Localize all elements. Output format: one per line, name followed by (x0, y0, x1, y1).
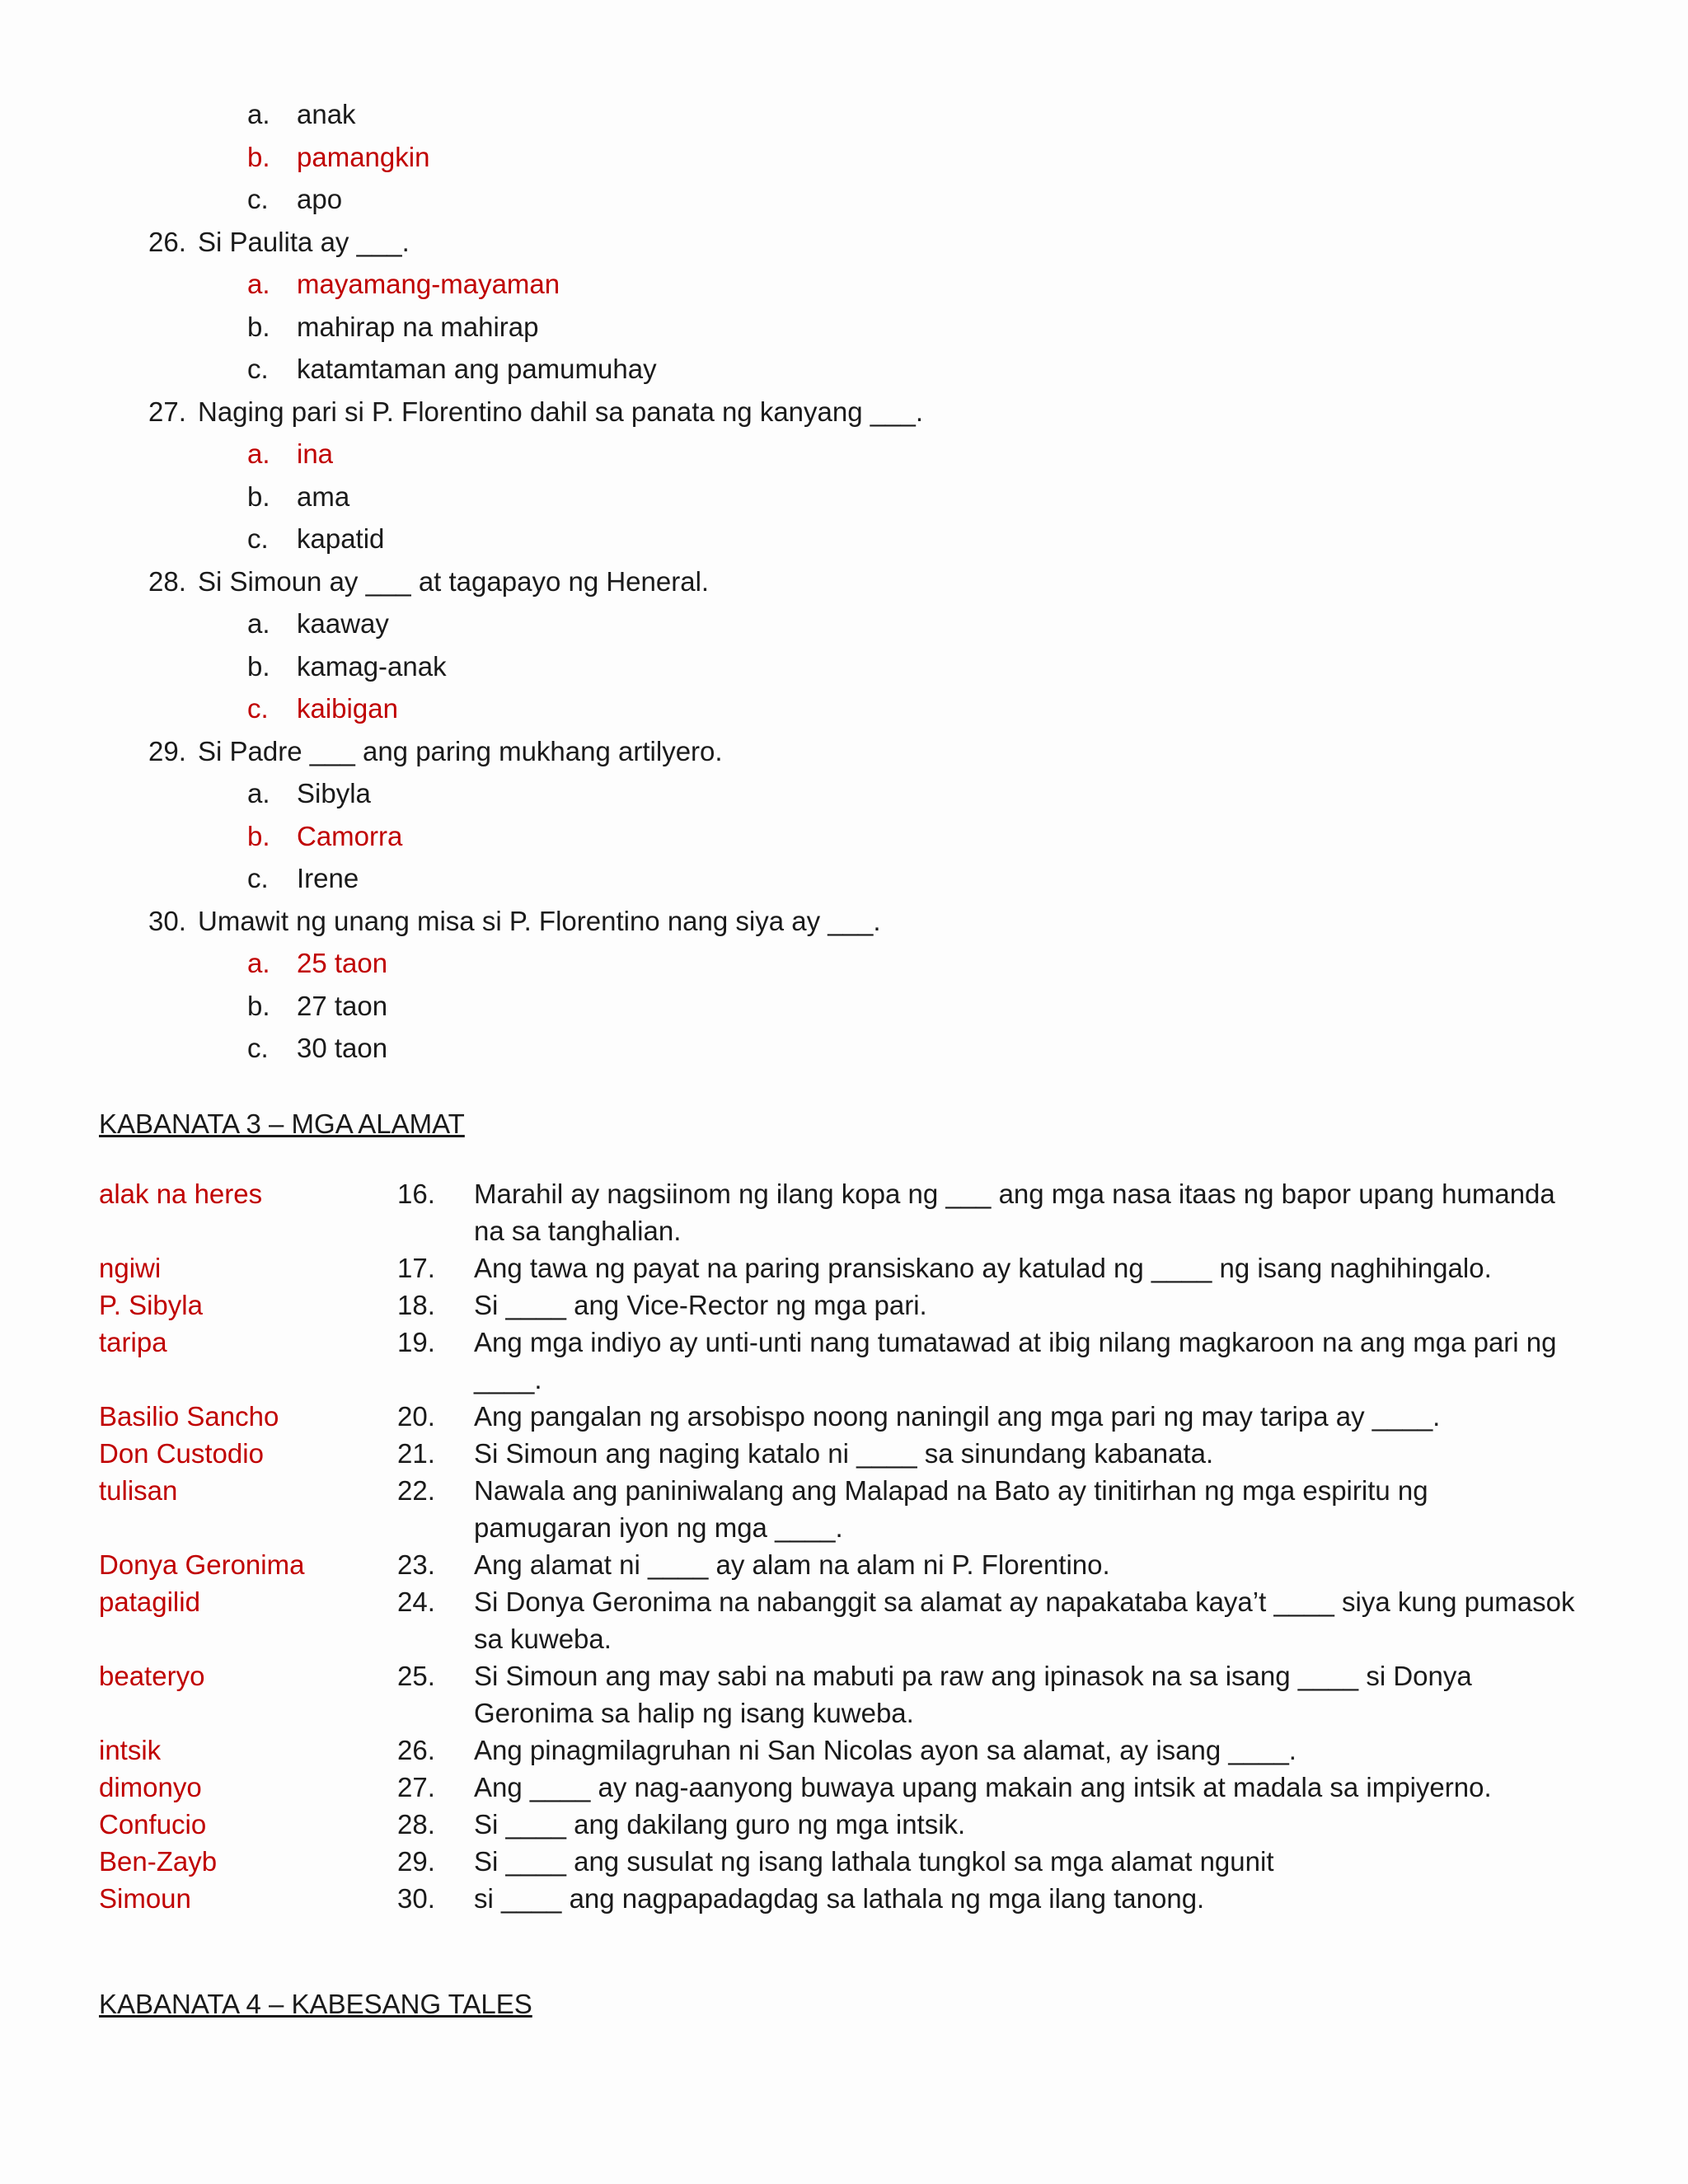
question-number: 26. (148, 226, 186, 257)
item-number: 22. (397, 1475, 435, 1506)
item-text: Nawala ang paniniwalang ang Malapad na Bato ay tinitirhan ng mga espiritu ng (474, 1475, 1428, 1506)
item-text: Si Simoun ang naging katalo ni ____ sa sinundang kabanata. (474, 1438, 1214, 1469)
answer-key: tulisan (99, 1475, 178, 1506)
answer-key: intsik (99, 1735, 162, 1765)
option-text: 25 taon (297, 948, 388, 978)
item-text: Si ____ ang Vice-Rector ng mga pari. (474, 1290, 927, 1320)
answer-key: Donya Geronima (99, 1549, 305, 1580)
question-number: 28. (148, 565, 186, 597)
option-text: mahirap na mahirap (297, 311, 539, 342)
answer-key: Don Custodio (99, 1438, 264, 1469)
option-letter: c. (247, 184, 269, 214)
answer-key: Confucio (99, 1809, 207, 1840)
question-number: 30. (148, 905, 186, 936)
answer-key: beateryo (99, 1661, 205, 1691)
option-letter: c. (247, 693, 269, 724)
option-text: katamtaman ang pamumuhay (297, 354, 657, 384)
option-letter: b. (247, 820, 270, 851)
item-text: Si Donya Geronima na nabanggit sa alamat ay napakataba kaya’t ____ siya kung pumasok (474, 1586, 1575, 1617)
option-letter: a. (247, 99, 270, 129)
option-text: ina (297, 438, 334, 469)
item-text: Si ____ ang susulat ng isang lathala tungkol sa mga alamat ngunit (474, 1846, 1274, 1877)
option-text: apo (297, 184, 343, 214)
item-text: ____. (474, 1364, 542, 1394)
option-text: kapatid (297, 523, 385, 554)
answer-key: patagilid (99, 1586, 200, 1617)
option-letter: b. (247, 990, 270, 1021)
option-text: 27 taon (297, 990, 388, 1021)
answer-key: Ben-Zayb (99, 1846, 218, 1877)
item-text: Geronima sa halip ng isang kuweba. (474, 1698, 914, 1728)
question-text: Si Padre ___ ang paring mukhang artilyero. (198, 735, 723, 766)
option-text: kaaway (297, 608, 389, 639)
item-number: 19. (397, 1327, 435, 1357)
item-number: 20. (397, 1401, 435, 1432)
question-number: 27. (148, 396, 186, 427)
item-text: Ang alamat ni ____ ay alam na alam ni P. Florentino. (474, 1549, 1110, 1580)
option-letter: a. (247, 608, 270, 639)
question-text: Si Paulita ay ___. (198, 226, 410, 257)
item-text: pamugaran iyon ng mga ____. (474, 1512, 843, 1543)
option-letter: c. (247, 523, 269, 554)
answer-key: dimonyo (99, 1772, 202, 1802)
option-letter: b. (247, 311, 270, 342)
option-text: Irene (297, 863, 359, 893)
item-number: 23. (397, 1549, 435, 1580)
item-text: Ang mga indiyo ay unti-unti nang tumatawad at ibig nilang magkaroon na ang mga pari ng (474, 1327, 1557, 1357)
answer-key: alak na heres (99, 1179, 263, 1209)
item-number: 30. (397, 1883, 435, 1914)
section-heading: KABANATA 4 – KABESANG TALES (99, 1989, 532, 2019)
answer-key: Simoun (99, 1883, 191, 1914)
item-number: 17. (397, 1253, 435, 1283)
option-text: Sibyla (297, 778, 371, 808)
option-letter: b. (247, 480, 270, 512)
item-number: 24. (397, 1586, 435, 1617)
option-text: Camorra (297, 820, 403, 851)
option-letter: a. (247, 269, 270, 299)
item-text: Si Simoun ang may sabi na mabuti pa raw ang ipinasok na sa isang ____ si Donya (474, 1661, 1472, 1691)
item-text: Ang pangalan ng arsobispo noong naningil ang mga pari ng may taripa ay ____. (474, 1401, 1441, 1432)
question-number: 29. (148, 735, 186, 766)
item-number: 25. (397, 1661, 435, 1691)
option-letter: a. (247, 778, 270, 808)
item-number: 18. (397, 1290, 435, 1320)
option-letter: b. (247, 650, 270, 682)
section-heading: KABANATA 3 – MGA ALAMAT (99, 1108, 465, 1139)
option-text: 30 taon (297, 1033, 388, 1063)
item-number: 28. (397, 1809, 435, 1840)
answer-key: P. Sibyla (99, 1290, 203, 1320)
answer-key: taripa (99, 1327, 167, 1357)
option-text: ama (297, 480, 350, 512)
item-number: 29. (397, 1846, 435, 1877)
item-number: 21. (397, 1438, 435, 1469)
item-text: na sa tanghalian. (474, 1216, 682, 1246)
item-number: 26. (397, 1735, 435, 1765)
item-text: Ang tawa ng payat na paring pransiskano ay katulad ng ____ ng isang naghihingalo. (474, 1253, 1492, 1283)
option-letter: c. (247, 863, 269, 893)
item-text: Ang ____ ay nag-aanyong buwaya upang makain ang intsik at madala sa impiyerno. (474, 1772, 1492, 1802)
item-text: sa kuweba. (474, 1624, 612, 1654)
item-text: Marahil ay nagsiinom ng ilang kopa ng ___ ang mga nasa itaas ng bapor upang humanda (474, 1179, 1555, 1209)
option-letter: b. (247, 141, 270, 172)
answer-key: ngiwi (99, 1253, 162, 1283)
item-text: Si ____ ang dakilang guro ng mga intsik. (474, 1809, 966, 1840)
option-text: mayamang-mayaman (297, 269, 560, 299)
item-number: 27. (397, 1772, 435, 1802)
item-number: 16. (397, 1179, 435, 1209)
option-letter: c. (247, 1033, 269, 1063)
question-text: Naging pari si P. Florentino dahil sa panata ng kanyang ___. (198, 396, 923, 427)
answer-key: Basilio Sancho (99, 1401, 279, 1432)
item-text: Ang pinagmilagruhan ni San Nicolas ayon sa alamat, ay isang ____. (474, 1735, 1296, 1765)
option-letter: a. (247, 948, 270, 978)
item-text: si ____ ang nagpapadagdag sa lathala ng mga ilang tanong. (474, 1883, 1205, 1914)
question-text: Umawit ng unang misa si P. Florentino nang siya ay ___. (198, 905, 881, 936)
option-letter: c. (247, 354, 269, 384)
option-text: anak (297, 99, 356, 129)
option-letter: a. (247, 438, 270, 469)
option-text: kaibigan (297, 693, 398, 724)
option-text: kamag-anak (297, 650, 447, 682)
question-text: Si Simoun ay ___ at tagapayo ng Heneral. (198, 565, 710, 597)
option-text: pamangkin (297, 141, 430, 172)
